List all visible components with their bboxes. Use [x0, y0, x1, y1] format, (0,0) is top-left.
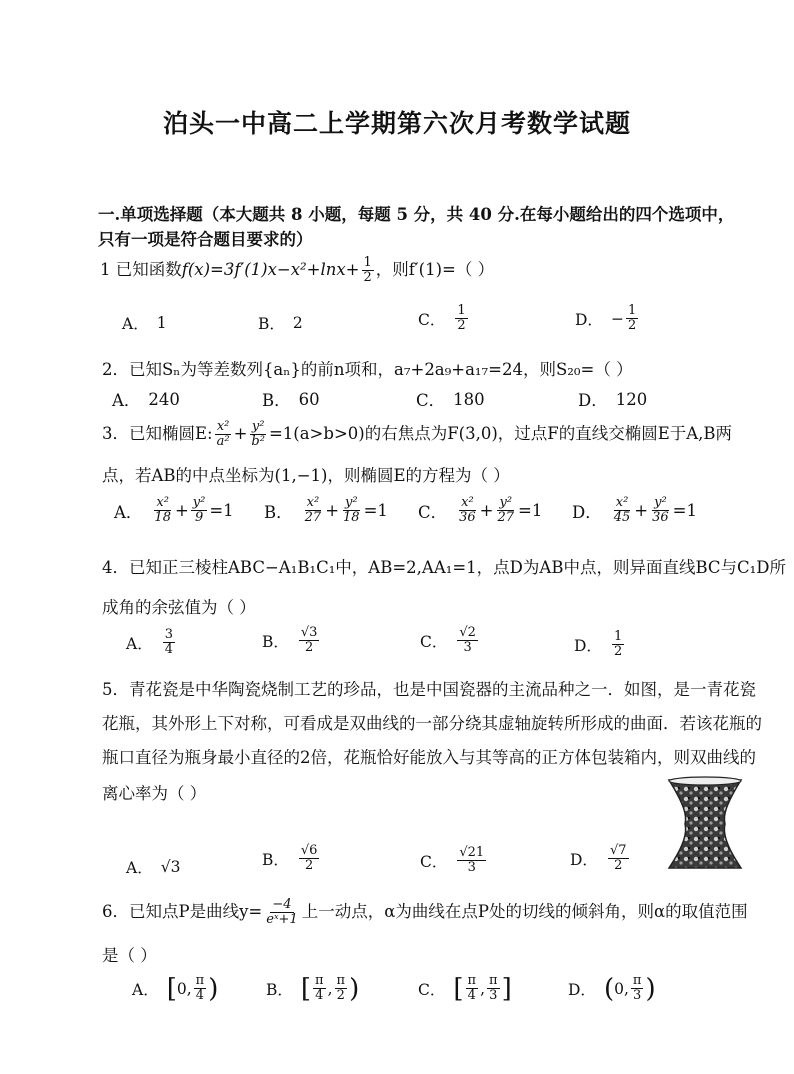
q1-option-c[interactable]: C． $\frac{1}{2}$ [418, 303, 466, 333]
q3-option-b[interactable]: B． $\frac{\text{x²}}{27}$ + $\frac{\text{y²}}{18}$ =1 [264, 495, 388, 525]
q6-option-d[interactable]: D． ( 0 , $\frac{\pi}{3}$ ) [568, 973, 656, 1004]
q5-option-c[interactable]: C． $\frac{√21}{3}$ [420, 845, 485, 875]
question-6-line2: 是（ ） [102, 946, 157, 965]
question-5: 5．青花瓷是中华陶瓷烧制工艺的珍品，也是中国瓷器的主流品种之一．如图，是一青花瓷 [102, 680, 756, 699]
q1-option-a[interactable]: A． 1 [122, 314, 167, 333]
q4-option-a[interactable]: A． $\frac{3}{4}$ [126, 627, 173, 657]
q4-option-c[interactable]: C． $\frac{√2}{3}$ [420, 625, 476, 655]
q1-option-b[interactable]: B． 2 [258, 314, 303, 333]
q6-option-c[interactable]: C． [ $\frac{\pi}{4}$ , $\frac{\pi}{3}$ ] [418, 973, 512, 1004]
question-3-line2: 点，若AB的中点坐标为(1,−1)，则椭圆E的方程为（ ） [102, 466, 510, 485]
q3-option-c[interactable]: C． $\frac{\text{x²}}{36}$ + $\frac{\text{y²}}{27}$ =1 [418, 495, 543, 525]
question-5-line4: 离心率为（ ） [102, 784, 207, 803]
question-5-line2: 花瓶，其外形上下对称，可看成是双曲线的一部分绕其虚轴旋转所形成的曲面．若该花瓶的 [102, 714, 762, 733]
question-1: 1 已知函数f(x)=3f′(1)x−x²+lnx+ $\frac{1}{2}$ ，则f′(1)=（ ） [100, 255, 495, 285]
question-4-line2: 成角的余弦值为（ ） [102, 598, 256, 617]
question-4: 4．已知正三棱柱ABC−A₁B₁C₁中，AB=2,AA₁=1，点D为AB中点，则异面直线BC与C₁D所 [102, 558, 786, 577]
q2-option-d[interactable]: D． 120 [578, 389, 648, 410]
section-header: 一.单项选择题（本大题共 8 小题，每题 5 分，共 40 分.在每小题给出的四个选项中， 只有一项是符合题目要求的） [98, 205, 735, 249]
q6-option-a[interactable]: A． [ 0 , $\frac{\pi}{4}$ ) [132, 973, 219, 1004]
q2-option-a[interactable]: A． 240 [112, 389, 180, 410]
q5-option-d[interactable]: D． $\frac{√7}{2}$ [570, 843, 627, 873]
fraction: $\frac{1}{2}$ [363, 255, 372, 285]
q5-option-b[interactable]: B． $\frac{√6}{2}$ [262, 843, 318, 873]
question-2: 2．已知Sₙ为等差数列{aₙ}的前n项和，a₇+2a₉+a₁₇=24，则S₂₀=（ ） [102, 360, 633, 379]
q4-option-b[interactable]: B． $\frac{√3}{2}$ [262, 625, 318, 655]
question-3: 3．已知椭圆E: $\frac{\text{x²}}{\text{a²}}$ + $\frac{\text{y²}}{\text{b²}}$ =1(a>b>0)的右焦点为F(3,0)，过点F的直线交椭圆E于A,B两 [102, 419, 733, 449]
q3-option-a[interactable]: A． $\frac{\text{x²}}{18}$ + $\frac{\text{y²}}{9}$ =1 [114, 495, 234, 525]
q4-option-d[interactable]: D． $\frac{1}{2}$ [574, 629, 623, 659]
q2-option-c[interactable]: C． 180 [416, 389, 485, 410]
q3-option-d[interactable]: D． $\frac{\text{x²}}{45}$ + $\frac{\text{y²}}{36}$ =1 [572, 495, 697, 525]
question-6: 6．已知点P是曲线y= $\frac{-4}{\text{eˣ+1}}$ 上一动点，α为曲线在点P处的切线的倾斜角，则α的取值范围 [102, 897, 748, 927]
q6-option-b[interactable]: B． [ $\frac{\pi}{4}$ , $\frac{\pi}{2}$ ) [266, 973, 360, 1004]
q5-option-a[interactable]: A． √3 [126, 858, 181, 877]
q1-option-d[interactable]: D． − $\frac{1}{2}$ [575, 303, 637, 333]
page-title: 泊头一中高二上学期第六次月考数学试题 [162, 109, 631, 138]
q2-option-b[interactable]: B． 60 [262, 389, 320, 410]
question-5-line3: 瓶口直径为瓶身最小直径的2倍，花瓶恰好能放入与其等高的正方体包装箱内，则双曲线的 [102, 748, 756, 767]
vase-image [663, 776, 747, 872]
